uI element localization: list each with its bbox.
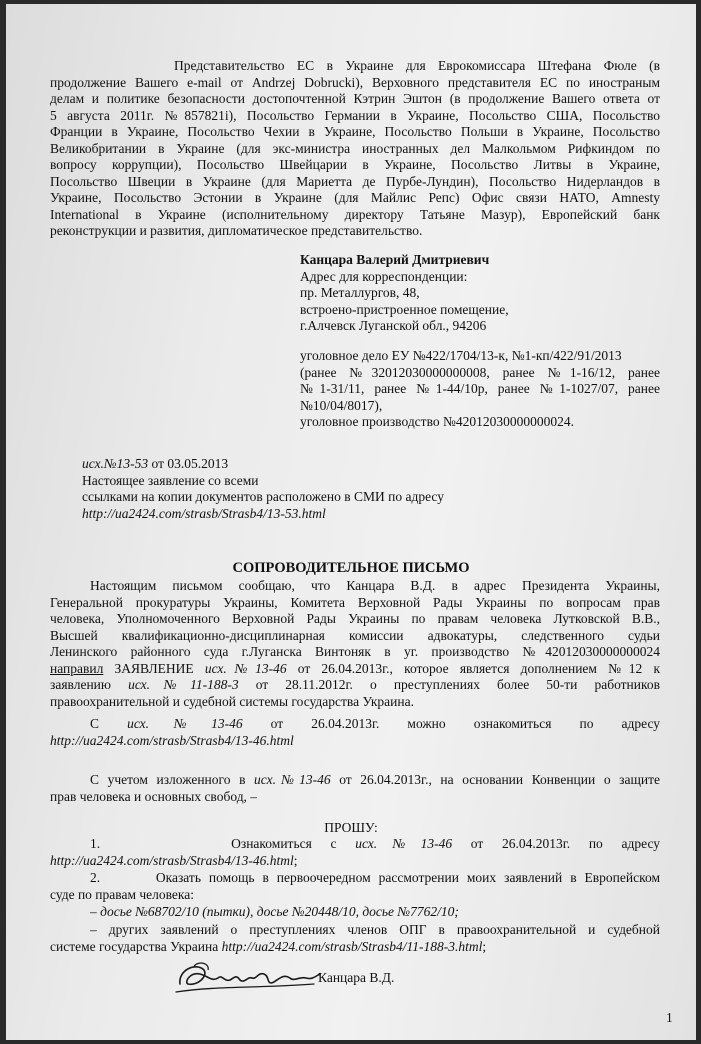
p1-zayav2: заявлению	[50, 677, 129, 692]
item1-text: Ознакомиться с	[231, 836, 356, 851]
other-statements	[50, 922, 660, 955]
p3-line	[50, 772, 660, 789]
page-number: 1	[666, 1010, 673, 1025]
addressee-line: продолжение Вашего e-mail от Andrzej Dobrucki), Верховного представителя ЕС по иностраным	[50, 74, 660, 90]
p1-after-ref1: от 26.04.2013г., которое является дополнением №12 к	[286, 660, 661, 676]
addressee-line: Представительство ЕС в Украине для Еврокомиссара Штефана Фюле (в	[174, 58, 660, 73]
p2-start: С	[90, 716, 128, 731]
outgoing-note-2: ссылками на копии документов расположено в СМИ по адресу	[82, 489, 444, 504]
item2-text: Оказать помощь в первоочередном рассмотрении моих заявлений в Европейском	[155, 870, 661, 885]
item2-line: суде по правам человека:	[50, 886, 195, 902]
p2-url[interactable]: http://ua2424.com/strasb/Strasb4/13-46.html	[50, 732, 294, 748]
p1-line	[50, 661, 660, 678]
p2-ref: исх.№13-46	[127, 716, 243, 731]
addressee-line: Франции в Украине, Посольство Чехии в Украине, Посольство Польши в Украине, Посольство	[50, 124, 660, 139]
item2-num: 2.	[90, 870, 101, 885]
p3-rest: от 26.04.2013г., на основании Конвенции о защите	[330, 772, 660, 787]
paragraph-1	[50, 578, 660, 710]
other-start: системе государства Украина	[50, 938, 222, 954]
item1-line	[50, 836, 660, 853]
addressee-line: реконструкции и развития, дипломатическое представительство.	[50, 223, 423, 238]
p1-line: Генеральной прокуратуры Украины, Комитета Верховной Рады Украины по вопросам прав	[50, 594, 660, 610]
item1-url[interactable]: http://ua2424.com/strasb/Strasb4/13-46.html	[50, 852, 294, 868]
case-line: №1-31/11, ранее №1-44/10р, ранее №1-1027/07, ранее	[300, 381, 660, 396]
other-line	[50, 939, 660, 956]
case-line: уголовное дело ЕУ №422/1704/13-к, №1-кп/422/91/2013	[300, 348, 622, 363]
p1-line: правоохранительной и судебной системы государства Украина.	[50, 693, 414, 709]
p1-zayav: ЗАЯВЛЕНИЕ	[103, 660, 205, 676]
item1-end: ;	[293, 852, 298, 868]
p1-ref2: исх.№11-188-3	[128, 677, 239, 692]
item2-line	[50, 870, 660, 887]
p1-line: Настоящим письмом сообщаю, что Канцара В.Д. в адрес Президента Украины,	[90, 578, 660, 593]
document-page	[6, 4, 696, 1040]
dossier-line: – досье №68702/10 (пытки), досье №20448/10, досье №7762/10;	[90, 904, 459, 919]
sender-name: Канцара Валерий Дмитриевич	[300, 252, 490, 267]
addressee-line: вопросу коррупции), Посольство Швейцарии в Украине, Посольство Литвы в Украине,	[50, 157, 660, 172]
other-end: ;	[482, 938, 487, 954]
request-item-2	[50, 870, 660, 903]
paragraph-3	[50, 772, 660, 805]
item1-rest: от 26.04.2013г. по адресу	[452, 836, 661, 851]
p1-line: Высшей квалификационно-дисциплинарная комиссии адвокатуры, следственного судьи	[50, 627, 660, 643]
p1-ref1: исх.№13-46	[204, 660, 287, 676]
addressees-block	[50, 58, 660, 240]
p1-line	[50, 677, 660, 694]
p2-line	[50, 716, 660, 733]
signature-name: Канцара В.Д.	[318, 970, 395, 985]
p2-rest: от 26.04.2013г. можно ознакомиться по адресу	[242, 716, 661, 731]
handwritten-signature	[174, 956, 324, 998]
sender-block	[300, 252, 660, 335]
outgoing-block	[82, 456, 642, 522]
addressee-line: Великобритании в Украине (для экс-министра иностранных дел Малкольмом Рифкиндом по	[50, 140, 660, 156]
sender-city: г.Алчевск Луганской обл., 94206	[300, 318, 487, 333]
p1-after-ref2: от 28.11.2012г. о преступлениях более 50-ти работников	[238, 677, 660, 692]
addressee-line: 5 августа 2011г. №857821i), Посольство Германии в Украине, Посольство США, Посольство	[50, 107, 660, 123]
request-item-1	[50, 836, 660, 869]
sender-street: пр. Металлургов, 48,	[300, 285, 420, 300]
sender-premises: встроено-пристроенное помещение,	[300, 301, 509, 317]
request-heading: ПРОШУ:	[324, 820, 378, 835]
other-url[interactable]: http://ua2424.com/strasb/Strasb4/11-188-3.html	[221, 938, 483, 954]
addressee-line: Украине, Посольство Эстонии в Украине (для Майлис Репс) Офис связи НАТО, Amnesty	[50, 190, 660, 205]
p1-line: человека, Уполномоченного Верховной Рады Украины по правам человека Лутковской В.В.,	[50, 611, 660, 626]
letter-title: СОПРОВОДИТЕЛЬНОЕ ПИСЬМО	[232, 560, 470, 576]
case-line: (ранее №32012030000000008, ранее №1-16/12, ранее	[300, 364, 660, 380]
item1-num: 1.	[90, 836, 101, 851]
case-line: №10/04/8017),	[300, 397, 383, 413]
case-line: уголовное производство №42012030000000024.	[300, 414, 574, 429]
item1-ref: исх.№13-46	[355, 836, 453, 851]
outgoing-ref: исх.№13-53	[82, 456, 149, 471]
p1-directed: направил	[50, 660, 104, 676]
p1-line: Ленинского районного суда г.Луганска Винтоняк в уг. производство №42012030000000024	[50, 644, 660, 659]
addressee-line: делам и политике безопасности достопочтенной Кэтрин Эштон (в продолжение Вашего ответа от	[50, 91, 660, 106]
other-line: – других заявлений о преступлениях членов ОПГ в правоохранительной и судебной	[90, 922, 660, 937]
case-block	[300, 348, 660, 431]
addressee-line: Посольство Швеции в Украине (для Мариетта де Пурбе-Лундин), Посольство Нидерландов в	[50, 173, 660, 189]
p3-start: С учетом изложенного в	[90, 772, 255, 787]
outgoing-ref-line	[82, 456, 642, 473]
addressee-line: International в Украине (исполнительному директору Татьяне Мазур), Европейский банк	[50, 206, 660, 222]
outgoing-note-1: Настоящее заявление со всеми	[82, 472, 259, 488]
item1-line	[50, 853, 660, 870]
paragraph-2	[50, 716, 660, 749]
sender-address-label: Адрес для корреспонденции:	[300, 268, 468, 284]
outgoing-url[interactable]: http://ua2424.com/strasb/Strasb4/13-53.html	[82, 505, 326, 521]
p3-line: прав человека и основных свобод, –	[50, 788, 258, 804]
p3-ref: исх.№13-46	[254, 772, 331, 787]
outgoing-date: от 03.05.2013	[148, 456, 229, 471]
